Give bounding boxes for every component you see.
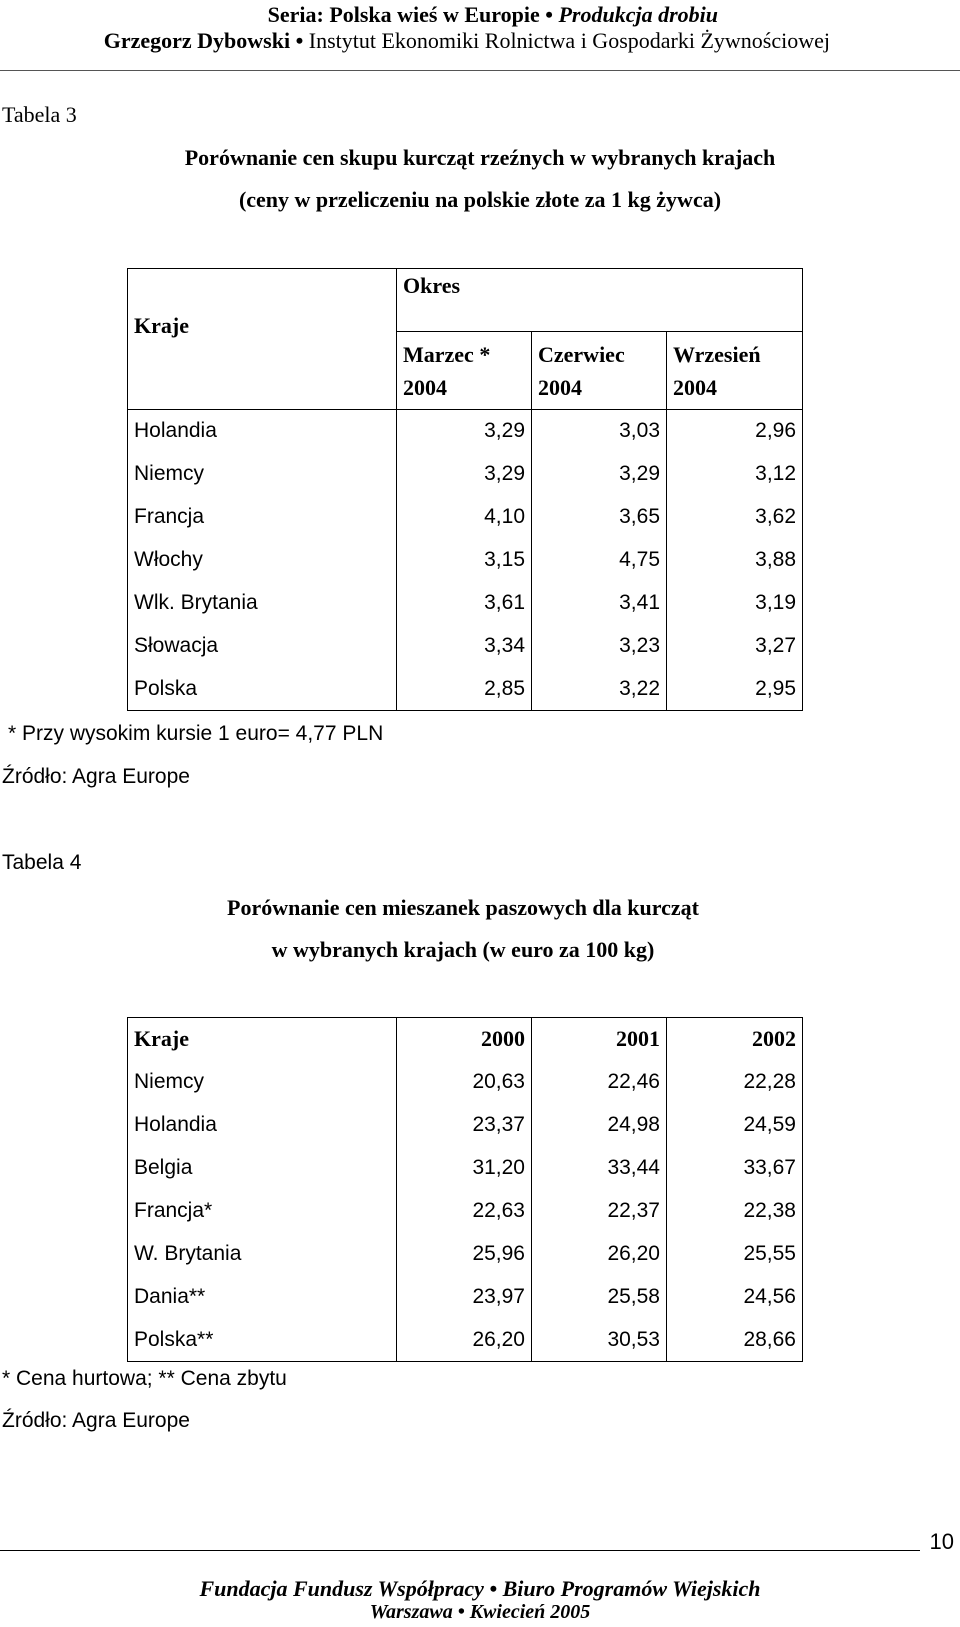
table4-country: Holandia — [128, 1104, 397, 1147]
table3-cell: 2,96 — [667, 410, 803, 453]
table4-country: Polska** — [128, 1319, 397, 1362]
table4-country: Francja* — [128, 1190, 397, 1233]
table3-header-year: 2004 — [667, 368, 803, 410]
table3-cell: 3,34 — [397, 625, 532, 668]
table3-cell: 3,29 — [397, 410, 532, 453]
table3-header-month: Wrzesień — [667, 332, 803, 368]
table-row — [128, 1276, 803, 1319]
table3-country: Francja — [128, 496, 397, 539]
table3-source: Źródło: Agra Europe — [2, 765, 190, 788]
table3-cell: 3,22 — [532, 668, 667, 711]
table-row — [128, 496, 803, 539]
table3-cell: 3,88 — [667, 539, 803, 582]
table3-header-month: Czerwiec — [532, 332, 667, 368]
footer-line2: Warszawa • Kwiecień 2005 — [369, 1601, 591, 1623]
table3-cell: 3,27 — [667, 625, 803, 668]
table-row — [128, 453, 803, 496]
table4-cell: 20,63 — [397, 1061, 532, 1104]
table3-cell: 3,41 — [532, 582, 667, 625]
table-row — [128, 1104, 803, 1147]
table4-cell: 22,38 — [667, 1190, 803, 1233]
table4-cell: 26,20 — [397, 1319, 532, 1362]
table4-country: Dania** — [128, 1276, 397, 1319]
table-row — [128, 1319, 803, 1362]
table4-cell: 22,28 — [667, 1061, 803, 1104]
table3-country: Włochy — [128, 539, 397, 582]
table3-cell: 3,23 — [532, 625, 667, 668]
table3-cell: 3,19 — [667, 582, 803, 625]
table3-title-line2: (ceny w przeliczeniu na polskie złote za 1 kg żywca) — [238, 187, 722, 212]
table3-country: Słowacja — [128, 625, 397, 668]
table3-cell: 3,03 — [532, 410, 667, 453]
table3-cell: 2,85 — [397, 668, 532, 711]
table4-cell: 22,46 — [532, 1061, 667, 1104]
table4-title-line2: w wybranych krajach (w euro za 100 kg) — [271, 937, 655, 962]
table4-cell: 30,53 — [532, 1319, 667, 1362]
header-author: Grzegorz Dybowski • Instytut Ekonomiki Rolnictwa i Gospodarki Żywnościowej — [103, 28, 830, 53]
table3-note: * Przy wysokim kursie 1 euro= 4,77 PLN — [8, 722, 384, 745]
table3-cell: 4,10 — [397, 496, 532, 539]
header-divider — [0, 70, 960, 71]
table4-title-line1: Porównanie cen mieszanek paszowych dla kurcząt — [227, 895, 699, 920]
table3-country: Niemcy — [128, 453, 397, 496]
table3-header-year: 2004 — [532, 368, 667, 410]
table-row — [128, 539, 803, 582]
table-row — [128, 1147, 803, 1190]
table3-header-period: Okres — [397, 269, 803, 332]
table3-header-year: 2004 — [397, 368, 532, 410]
page-number: 10 — [929, 1529, 954, 1554]
table4-cell: 31,20 — [397, 1147, 532, 1190]
table4-country: Niemcy — [128, 1061, 397, 1104]
table4-cell: 25,58 — [532, 1276, 667, 1319]
table3-country: Polska — [128, 668, 397, 711]
table-row — [128, 1061, 803, 1104]
table3 — [127, 268, 803, 711]
table3-title-line1: Porównanie cen skupu kurcząt rzeźnych w wybranych krajach — [184, 145, 776, 170]
table4-header-year: 2001 — [532, 1018, 667, 1061]
table4-source: Źródło: Agra Europe — [2, 1409, 190, 1432]
table4-cell: 23,37 — [397, 1104, 532, 1147]
table3-cell: 3,15 — [397, 539, 532, 582]
table4-country: Belgia — [128, 1147, 397, 1190]
table4-cell: 26,20 — [532, 1233, 667, 1276]
table3-header-countries: Kraje — [128, 269, 397, 410]
table4-cell: 25,55 — [667, 1233, 803, 1276]
table4-header-year: 2000 — [397, 1018, 532, 1061]
table4-cell: 25,96 — [397, 1233, 532, 1276]
table3-cell: 3,61 — [397, 582, 532, 625]
footer-divider — [0, 1550, 920, 1551]
table4-cell: 24,56 — [667, 1276, 803, 1319]
table4-cell: 22,63 — [397, 1190, 532, 1233]
table3-cell: 3,12 — [667, 453, 803, 496]
table-row — [128, 410, 803, 453]
table4-header-year: 2002 — [667, 1018, 803, 1061]
table3-country: Holandia — [128, 410, 397, 453]
table4-cell: 24,98 — [532, 1104, 667, 1147]
table4-note: * Cena hurtowa; ** Cena zbytu — [2, 1367, 287, 1390]
table3-cell: 4,75 — [532, 539, 667, 582]
table4-header-countries: Kraje — [128, 1018, 397, 1061]
table3-cell: 3,29 — [397, 453, 532, 496]
table3-cell: 3,62 — [667, 496, 803, 539]
header-series: Seria: Polska wieś w Europie • Produkcja drobiu — [267, 2, 718, 27]
table-row — [128, 668, 803, 711]
table4-cell: 33,67 — [667, 1147, 803, 1190]
table4-cell: 24,59 — [667, 1104, 803, 1147]
table3-header-month: Marzec * — [397, 332, 532, 368]
table4-cell: 28,66 — [667, 1319, 803, 1362]
table4 — [127, 1017, 803, 1362]
table4-label: Tabela 4 — [2, 851, 82, 874]
table-row — [128, 1190, 803, 1233]
table-row — [128, 1233, 803, 1276]
table4-country: W. Brytania — [128, 1233, 397, 1276]
table4-cell: 22,37 — [532, 1190, 667, 1233]
table3-cell: 3,65 — [532, 496, 667, 539]
table-row — [128, 625, 803, 668]
table3-cell: 3,29 — [532, 453, 667, 496]
table4-cell: 33,44 — [532, 1147, 667, 1190]
footer-line1: Fundacja Fundusz Współpracy • Biuro Programów Wiejskich — [199, 1576, 761, 1601]
table3-label: Tabela 3 — [2, 102, 77, 127]
table-row — [128, 582, 803, 625]
table4-cell: 23,97 — [397, 1276, 532, 1319]
table3-cell: 2,95 — [667, 668, 803, 711]
table3-country: Wlk. Brytania — [128, 582, 397, 625]
